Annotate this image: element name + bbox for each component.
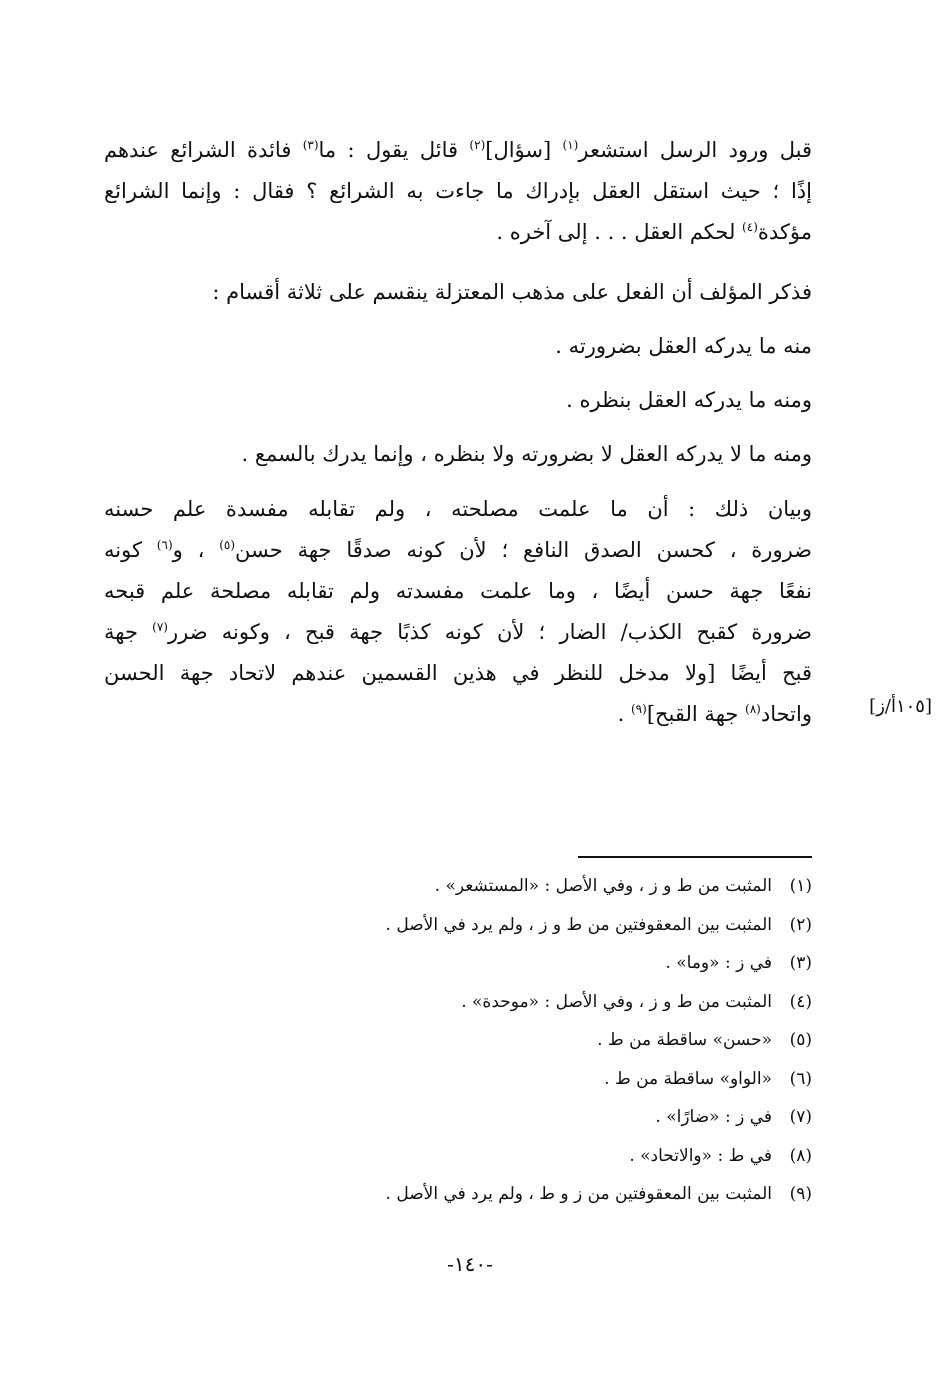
footnote-text: المثبت من ط و ز ، وفي الأصل : «موحدة» .: [461, 991, 772, 1012]
text-run: مؤكدة: [757, 220, 812, 244]
text-line: وبيان ذلك : أن ما علمت مصلحته ، ولم تقابله مفسدة علم حسنه: [104, 497, 812, 521]
footnote-ref-1[interactable]: (١): [562, 138, 579, 152]
text-run: واتحاد: [760, 702, 812, 726]
footnotes: [300, 872, 812, 1219]
footnote-number: (٣): [789, 953, 812, 973]
footnote-number: (١): [789, 876, 812, 896]
main-text: [104, 130, 812, 735]
text-run: ، و: [172, 538, 220, 562]
text-line: [104, 612, 812, 653]
footnote-ref-4[interactable]: (٤): [742, 220, 758, 234]
footnote-ref-7[interactable]: (٧): [152, 620, 168, 634]
text-line: إذًا ؛ حيث استقل العقل بإدراك ما جاءت به الشرائع ؟ فقال : وإنما الشرائع: [104, 179, 812, 203]
text-run: جهة القبح]: [646, 702, 746, 726]
footnote-text: المثبت بين المعقوفتين من ز و ط ، ولم يرد في الأصل .: [385, 1184, 772, 1204]
footnote-ref-5[interactable]: (٥): [219, 538, 236, 552]
text-run: لحكم العقل . . . إلى آخره .: [496, 220, 743, 244]
manuscript-folio-marker: [١٠٥أ/ز]: [869, 696, 932, 717]
paragraph-1: [104, 130, 812, 253]
footnote-ref-6[interactable]: (٦): [156, 538, 173, 552]
text-run: ضرورة ، كحسن الصدق النافع ؛ لأن كونه صدقًا جهة حسن: [235, 538, 813, 562]
footnote-number: (٨): [789, 1145, 812, 1166]
text-line: نفعًا جهة حسن أيضًا ، وما علمت مفسدته ولم تقابله مصلحة علم قبحه: [104, 579, 812, 603]
footnote-item: [300, 988, 812, 1027]
page-number: -١٤٠-: [447, 1252, 493, 1276]
footnote-text: في ز : «ضارًا» .: [655, 1107, 772, 1127]
footnote-item: [300, 1026, 812, 1065]
footnote-text: «حسن» ساقطة من ط .: [597, 1030, 772, 1050]
footnote-item: [300, 1103, 812, 1142]
footnote-number: (٩): [789, 1184, 812, 1204]
footnote-text: «الواو» ساقطة من ط .: [604, 1068, 772, 1089]
text-line: قبح أيضًا [ولا مدخل للنظر في هذين القسمين عندهم لاتحاد جهة الحسن: [104, 661, 812, 685]
text-run: .: [617, 702, 631, 726]
footnote-number: (٧): [789, 1107, 812, 1127]
text-line: [104, 212, 812, 253]
footnote-item: [300, 949, 812, 988]
footnote-ref-3[interactable]: (٣): [302, 138, 319, 152]
footnote-item: [300, 911, 812, 950]
text-run: فائدة الشرائع عندهم: [104, 138, 303, 162]
footnote-text: المثبت من ط و ز ، وفي الأصل : «المستشعر» .: [434, 876, 772, 896]
text-run: جهة: [104, 620, 153, 644]
text-line: [104, 694, 812, 735]
footnote-ref-2[interactable]: (٢): [469, 138, 486, 152]
text-run: كونه: [104, 538, 157, 562]
text-run: قبل ورود الرسل استشعر: [578, 138, 812, 162]
text-run: [سؤال]: [485, 138, 563, 162]
footnote-divider: [578, 856, 812, 858]
text-line: [104, 130, 812, 171]
text-line: [104, 530, 812, 571]
footnote-number: (٤): [789, 991, 812, 1012]
paragraph-6: [104, 489, 812, 735]
paragraph-2: فذكر المؤلف أن الفعل على مذهب المعتزلة ينقسم على ثلاثة أقسام :: [212, 280, 812, 304]
paragraph-4: ومنه ما يدركه العقل بنظره .: [566, 388, 812, 412]
footnote-text: المثبت بين المعقوفتين من ط و ز ، ولم يرد في الأصل .: [385, 914, 772, 935]
footnote-text: في ط : «والاتحاد» .: [629, 1145, 772, 1166]
footnote-ref-9[interactable]: (٩): [630, 702, 647, 716]
footnote-item: [300, 872, 812, 911]
footnote-number: (٦): [789, 1068, 812, 1089]
footnote-ref-8[interactable]: (٨): [745, 702, 761, 716]
text-run: قائل يقول : ما: [318, 138, 470, 162]
footnote-item: [300, 1180, 812, 1219]
footnote-number: (٢): [789, 914, 812, 935]
text-run: ضرورة كقبح الكذب/ الضار ؛ لأن كونه كذبًا جهة قبح ، وكونه ضرر: [167, 620, 812, 644]
footnote-text: في ز : «وما» .: [665, 953, 772, 973]
footnote-number: (٥): [789, 1030, 812, 1050]
paragraph-3: منه ما يدركه العقل بضرورته .: [555, 334, 812, 358]
footnote-item: [300, 1065, 812, 1104]
footnote-item: [300, 1142, 812, 1181]
paragraph-5: ومنه ما لا يدركه العقل لا بضرورته ولا بنظره ، وإنما يدرك بالسمع .: [241, 442, 812, 466]
